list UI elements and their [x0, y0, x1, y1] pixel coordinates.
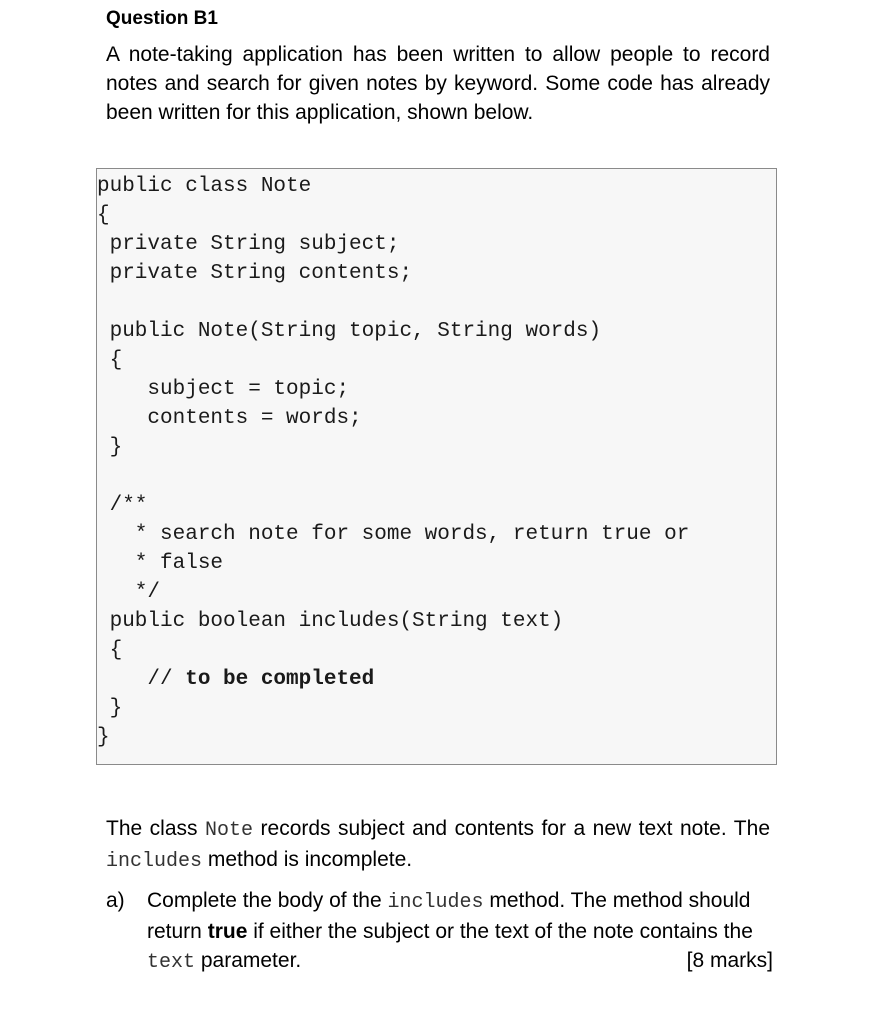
- code-comment-prefix: //: [97, 668, 186, 691]
- code-line: public Note(String topic, String words): [97, 320, 602, 343]
- code-line: }: [97, 697, 123, 720]
- code-comment-line: [97, 666, 374, 694]
- code-line: contents = words;: [97, 407, 362, 430]
- desc-text: records subject and contents for a new text note. The: [253, 817, 770, 840]
- code-line: {: [97, 639, 123, 662]
- code-line: private String subject;: [97, 233, 400, 256]
- task-last-text: [147, 946, 301, 977]
- code-line: }: [97, 436, 123, 459]
- code-line: */: [97, 581, 161, 604]
- task-text: [147, 886, 773, 977]
- code-line: public boolean includes(String text): [97, 610, 564, 633]
- desc-text: The class: [106, 817, 206, 840]
- class-name-code: Note: [205, 819, 254, 842]
- code-line: public class Note: [97, 175, 312, 198]
- code-comment-bold: to be completed: [185, 668, 375, 691]
- code-line: * search note for some words, return true or: [97, 523, 690, 546]
- code-block: [96, 168, 777, 765]
- code-line: private String contents;: [97, 262, 413, 285]
- code-line: }: [97, 726, 110, 749]
- question-title: Question B1: [106, 8, 218, 29]
- desc-text: method is incomplete.: [202, 848, 413, 871]
- task-label: a): [106, 889, 125, 912]
- question-intro: A note-taking application has been written to allow people to record notes and search for given notes by keyword. Some code has already been written for this application, shown below.: [106, 43, 770, 124]
- code-line: subject = topic;: [97, 378, 350, 401]
- code-line: * false: [97, 552, 224, 575]
- task-last-line: [147, 946, 773, 977]
- param-name-code: text: [147, 951, 196, 974]
- marks-label: [8 marks]: [686, 949, 773, 972]
- task-text-part: parameter.: [195, 949, 302, 972]
- task-text-part: if either the subject or the text of the note contains the: [247, 920, 753, 943]
- bold-true: true: [207, 920, 248, 943]
- method-name-code: includes: [387, 891, 484, 914]
- method-name-code: includes: [106, 850, 203, 873]
- code-line: {: [97, 349, 123, 372]
- task-text-part: Complete the body of the: [147, 889, 388, 912]
- code-line: {: [97, 204, 110, 227]
- class-description: [106, 814, 770, 876]
- task-text-part: method. The method should return: [147, 889, 751, 943]
- code-line: /**: [97, 494, 148, 517]
